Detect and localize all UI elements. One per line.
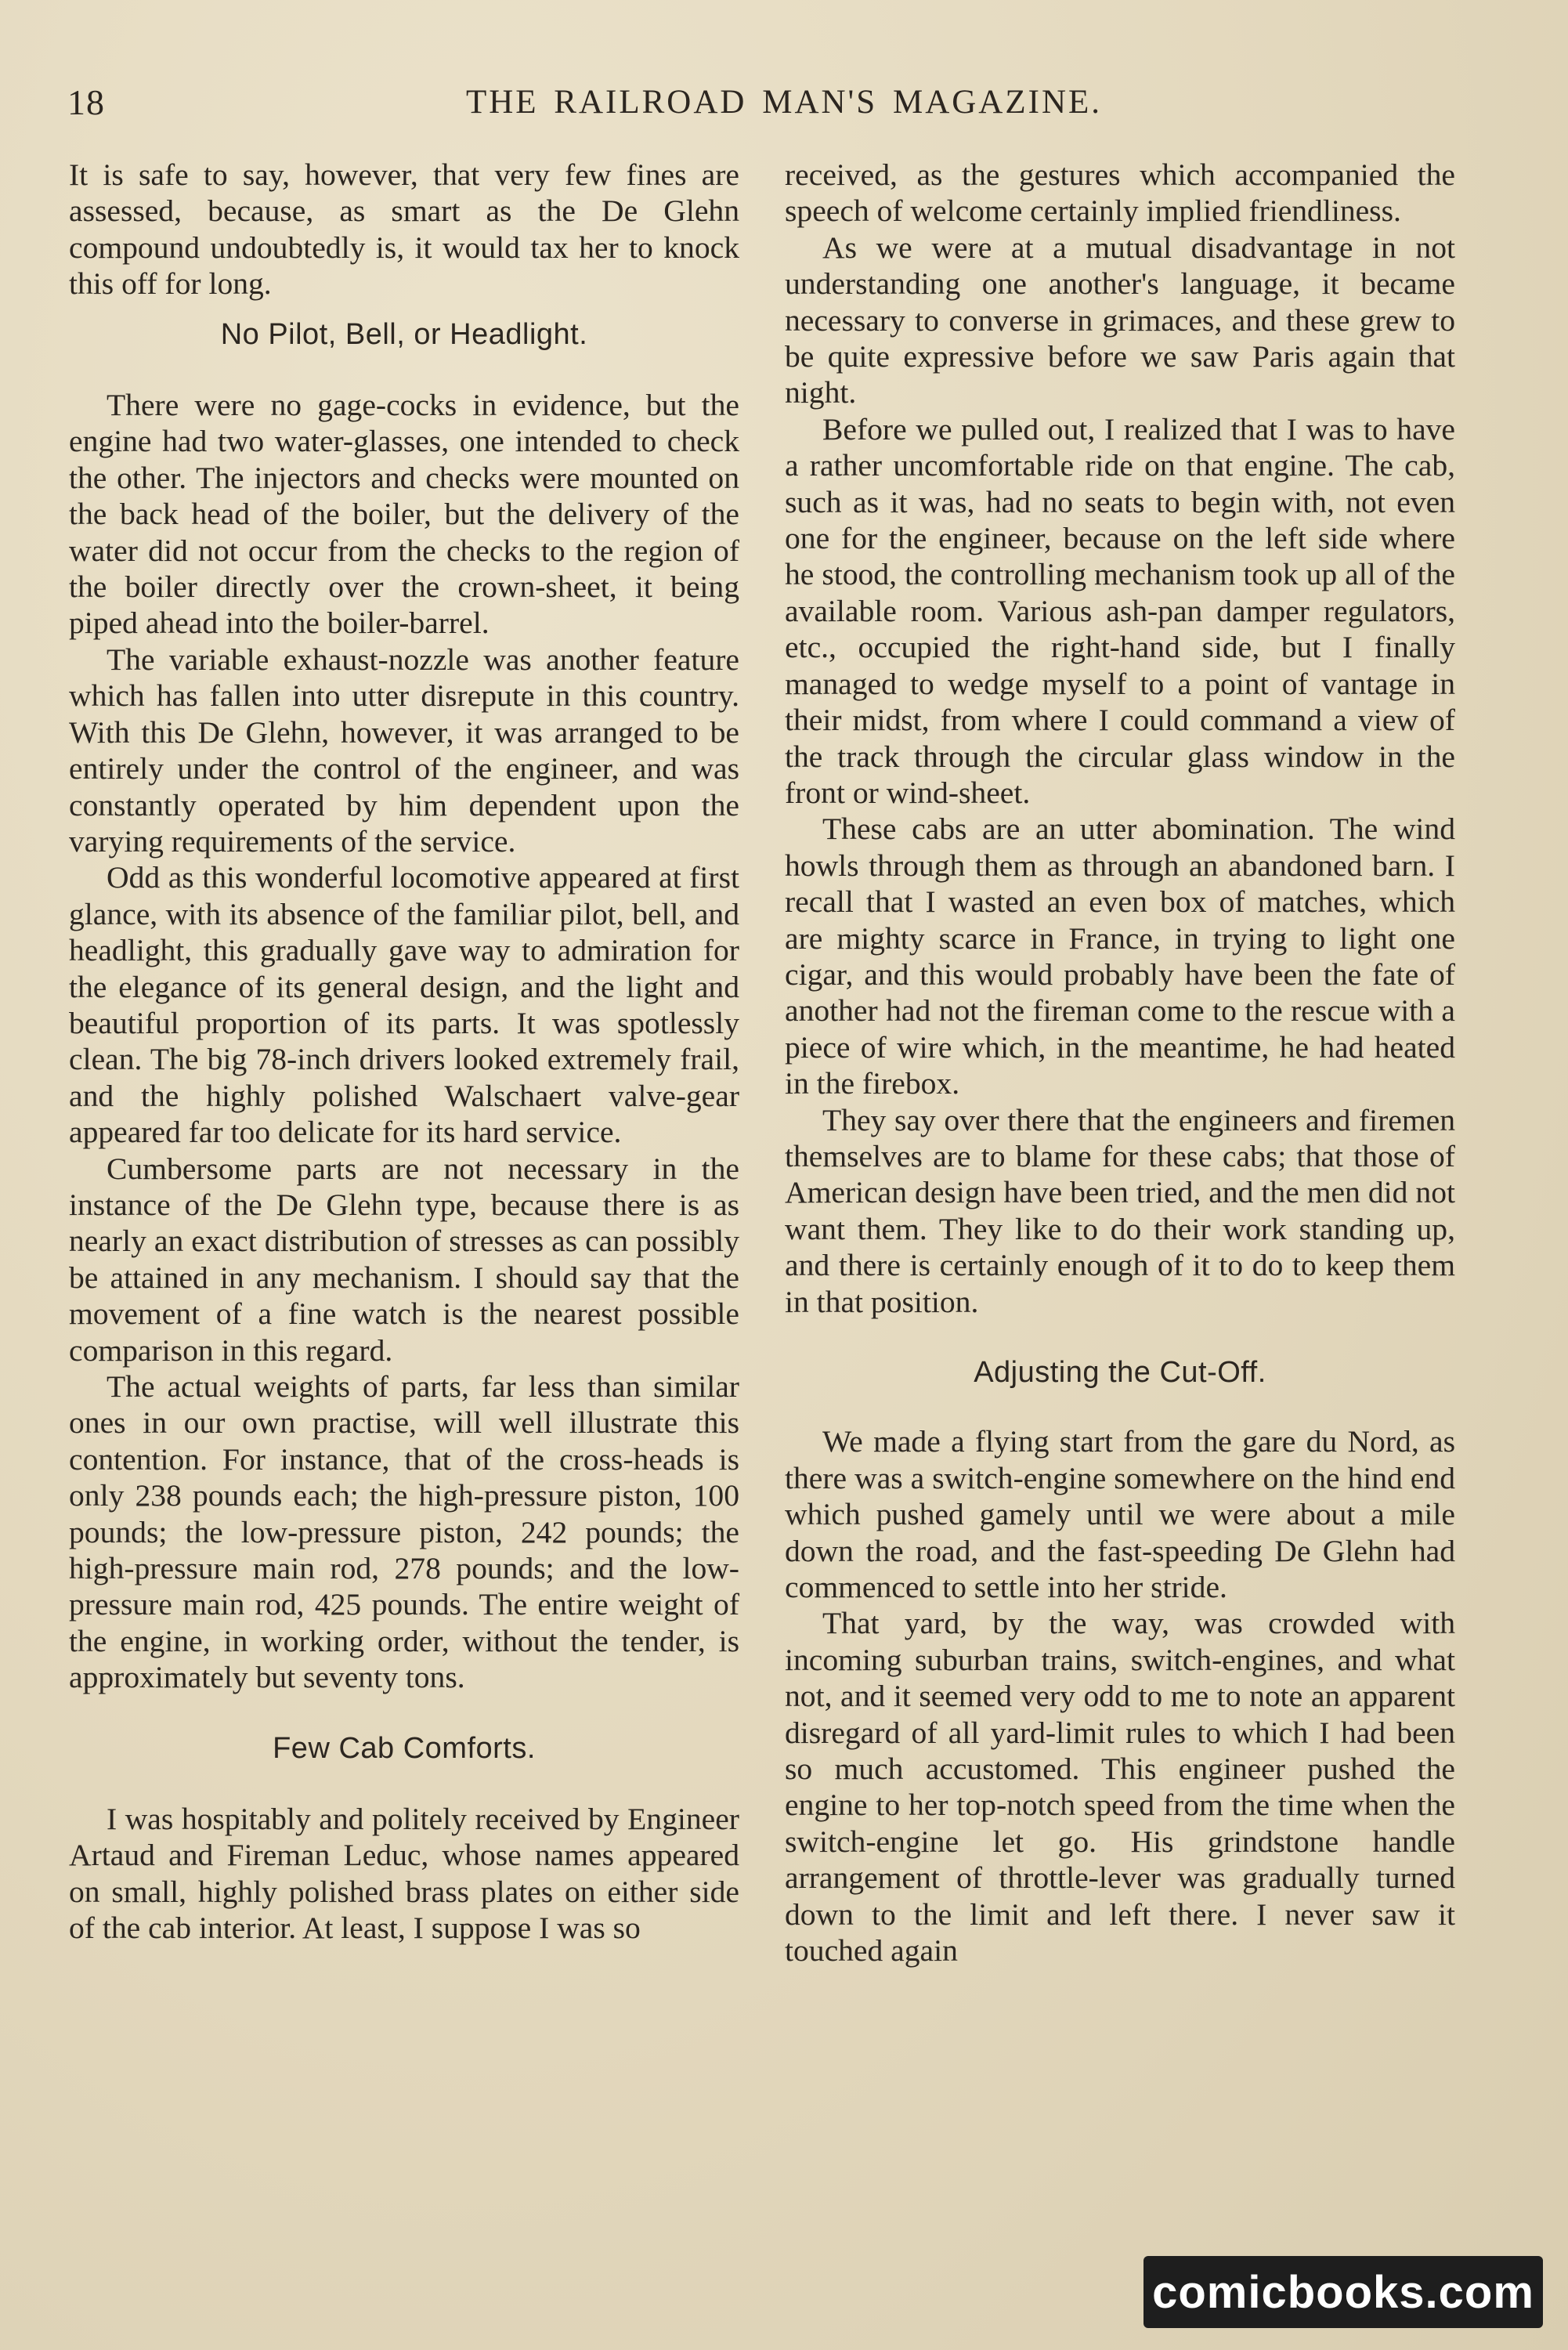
section-heading: No Pilot, Bell, or Headlight. — [220, 317, 588, 351]
paragraph: It is safe to say, however, that very few fines are assessed, because, as smart as the De Glehn compound undoubtedly is, it would tax her to knock this off for long. — [69, 157, 739, 302]
paragraph: received, as the gestures which accompanied the speech of welcome certainly implied friendliness. — [785, 157, 1455, 229]
paragraph: We made a flying start from the gare du Nord, as there was a switch-engine somewhere on the hind end which pushed gamely until we were about a mile down the road, and the fast-speeding De Glehn had commenced to settle into her stride. — [785, 1424, 1455, 1605]
paragraph: These cabs are an utter abomination. The wind howls through them as through an abandoned barn. I recall that I wasted an even box of matches, which are mighty scarce in France, in trying to light one cigar, and this would probably have been the fate of another had not the fireman come to the rescue with a piece of wire which, in the meantime, he had heated in the firebox. — [785, 812, 1455, 1101]
page-header — [67, 78, 1501, 125]
paragraph: The actual weights of parts, far less than similar ones in our own practise, will well illustrate this contention. For instance, that of the cross-heads is only 238 pounds each; the high-pressure piston, 100 pounds; the low-pressure piston, 242 pounds; the high-pressure main rod, 278 pounds; and the low-pressure main rod, 425 pounds. The entire weight of the engine, in working order, without the tender, is approximately but seventy tons. — [69, 1369, 739, 1695]
paragraph: I was hospitably and politely received by Engineer Artaud and Fireman Leduc, whose names appeared on small, highly polished brass plates on either side of the cab interior. At least, I suppose I was so — [69, 1802, 739, 1946]
paragraph: There were no gage-cocks in evidence, but the engine had two water-glasses, one intended to check the other. The injectors and checks were mounted on the back head of the boiler, but the delivery of the water did not occur from the checks to the region of the boiler directly over the crown-sheet, it being piped ahead into the boiler-barrel. — [69, 388, 739, 641]
section-heading: Few Cab Comforts. — [273, 1731, 536, 1765]
right-column — [785, 157, 1455, 1969]
page-number: 18 — [67, 81, 105, 122]
paragraph: They say over there that the engineers and firemen themselves are to blame for these cabs; that those of American design have been tried, and the men did not want them. They like to do their work standing up, and there is certainly enough of it to do to keep them in that position. — [785, 1102, 1455, 1319]
paragraph: Odd as this wonderful locomotive appeared at first glance, with its absence of the familiar pilot, bell, and headlight, this gradually gave way to admiration for the elegance of its general design, and the light and beautiful proportion of its parts. It was spotlessly clean. The big 78-inch drivers looked extremely frail, and the highly polished Walschaert valve-gear appeared far too delicate for its hard service. — [69, 860, 739, 1150]
paragraph: Before we pulled out, I realized that I was to have a rather uncomfortable ride on that engine. The cab, such as it was, had no seats to begin with, not even one for the engineer, because on the left side where he stood, the controlling mechanism took up all of the available room. Various ash-pan damper regulators, etc., occupied the right-hand side, but I finally managed to wedge myself to a point of vantage in their midst, from where I could command a view of the track through the circular glass window in the front or wind-sheet. — [785, 411, 1455, 810]
watermark-text: comicbooks.com — [1152, 2266, 1534, 2318]
watermark-logo — [1143, 2256, 1543, 2328]
paragraph: Cumbersome parts are not necessary in the instance of the De Glehn type, because there is as nearly an exact distribution of stresses as can possibly be attained in any mechanism. I should say that the movement of a fine watch is the nearest possible comparison in this regard. — [69, 1151, 739, 1368]
running-title: THE RAILROAD MAN'S MAGAZINE. — [465, 83, 1103, 121]
paragraph: As we were at a mutual disadvantage in not understanding one another's language, it became necessary to converse in grimaces, and these grew to be quite expressive before we saw Paris again that night. — [785, 230, 1455, 410]
paragraph: The variable exhaust-nozzle was another feature which has fallen into utter disrepute in this country. With this De Glehn, however, it was arranged to be entirely under the control of the engineer, and was constantly operated by him dependent upon the varying requirements of the service. — [69, 642, 739, 859]
left-column — [69, 157, 739, 1947]
section-heading: Adjusting the Cut-Off. — [974, 1356, 1266, 1389]
paragraph: That yard, by the way, was crowded with incoming suburban trains, switch-engines, and what not, and it seemed very odd to me to note an apparent disregard of all yard-limit rules to which I had been so much accustomed. This engineer pushed the engine to her top-notch speed from the time when the switch-engine let go. His grindstone handle arrangement of throttle-lever was gradually turned down to the limit and left there. I never saw it touched again — [785, 1606, 1455, 1969]
